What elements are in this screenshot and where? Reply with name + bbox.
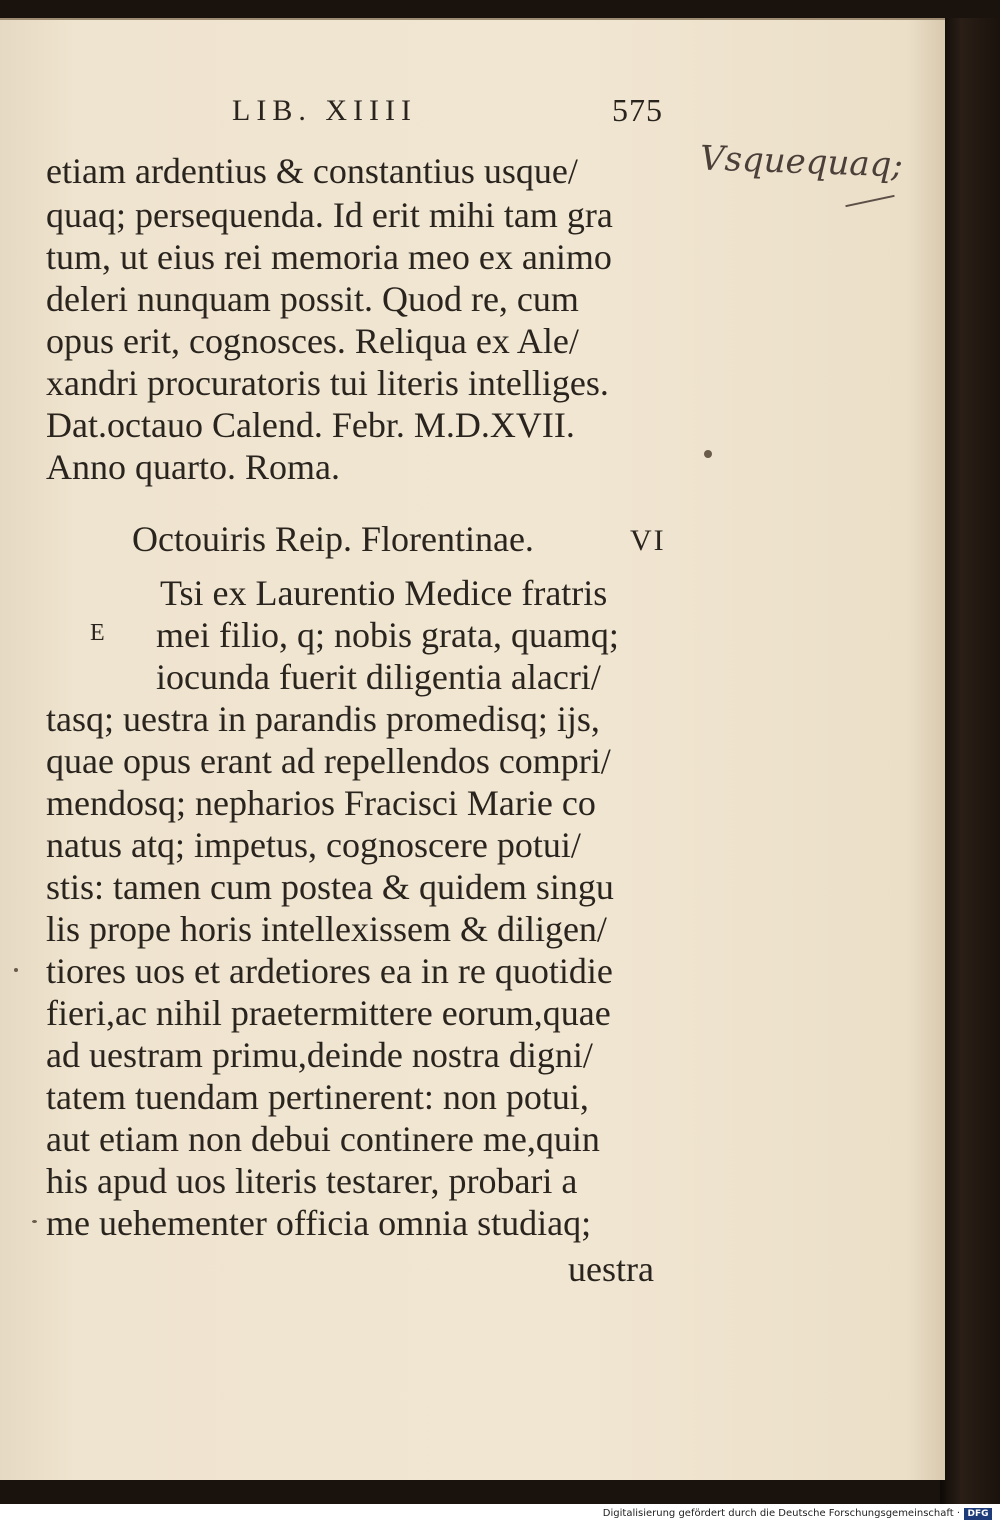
- marginal-note: Vsquequaq;: [699, 138, 904, 186]
- body-line: deleri nunquam possit. Quod re, cum: [46, 279, 579, 319]
- paper-speck: [14, 968, 18, 972]
- letter-line: iocunda fuerit diligentia alacri/: [156, 657, 601, 697]
- body-line: quaq; persequenda. Id erit mihi tam gra: [46, 195, 613, 235]
- page-number: 575: [612, 92, 663, 128]
- section-number: VI: [630, 524, 666, 557]
- letter-line: his apud uos literis testarer, probari a: [46, 1161, 578, 1201]
- body-line: tum, ut eius rei memoria meo ex animo: [46, 237, 612, 277]
- letter-line: lis prope horis intellexissem & diligen/: [46, 909, 607, 949]
- section-title: Octouiris Reip. Florentinae.: [132, 519, 534, 559]
- footer-credit: Digitalisierung gefördert durch die Deutsche Forschungsgemeinschaft ·: [602, 1508, 960, 1519]
- letter-line: Tsi ex Laurentio Medice fratris: [160, 573, 608, 613]
- letter-line: stis: tamen cum postea & quidem singu: [46, 867, 614, 907]
- letter-line: quae opus erant ad repellendos compri/: [46, 741, 611, 781]
- body-line: xandri procuratoris tui literis intelliges.: [46, 363, 609, 403]
- running-head: LIB. XIIII: [232, 94, 417, 127]
- book-edge: [940, 18, 1000, 1504]
- letter-line: tatem tuendam pertinerent: non potui,: [46, 1077, 589, 1117]
- letter-line: aut etiam non debui continere me,quin: [46, 1119, 600, 1159]
- letter-line: mendosq; nepharios Fracisci Marie co: [46, 783, 596, 823]
- letter-line: tasq; uestra in parandis promedisq; ijs,: [46, 699, 600, 739]
- letter-line: me uehementer officia omnia studiaq;: [46, 1203, 592, 1243]
- letter-line: mei filio, q; nobis grata, quamq;: [156, 615, 619, 655]
- paper-speck: [704, 450, 712, 458]
- letter-line: natus atq; impetus, cognoscere potui/: [46, 825, 581, 865]
- body-line: opus erit, cognosces. Reliqua ex Ale/: [46, 321, 579, 361]
- letter-line: ad uestram primu,deinde nostra digni/: [46, 1035, 593, 1075]
- initial-letter: E: [90, 620, 105, 646]
- body-line: Dat.octauo Calend. Febr. M.D.XVII.: [46, 405, 575, 445]
- letter-line: tiores uos et ardetiores ea in re quotidie: [46, 951, 613, 991]
- catchword: uestra: [568, 1249, 654, 1289]
- paper-speck: [32, 1220, 37, 1223]
- letter-line: fieri,ac nihil praetermittere eorum,quae: [46, 993, 611, 1033]
- body-line: etiam ardentius & constantius usque/: [46, 151, 578, 191]
- dfg-logo: DFG: [964, 1508, 992, 1520]
- body-line: Anno quarto. Roma.: [46, 447, 340, 487]
